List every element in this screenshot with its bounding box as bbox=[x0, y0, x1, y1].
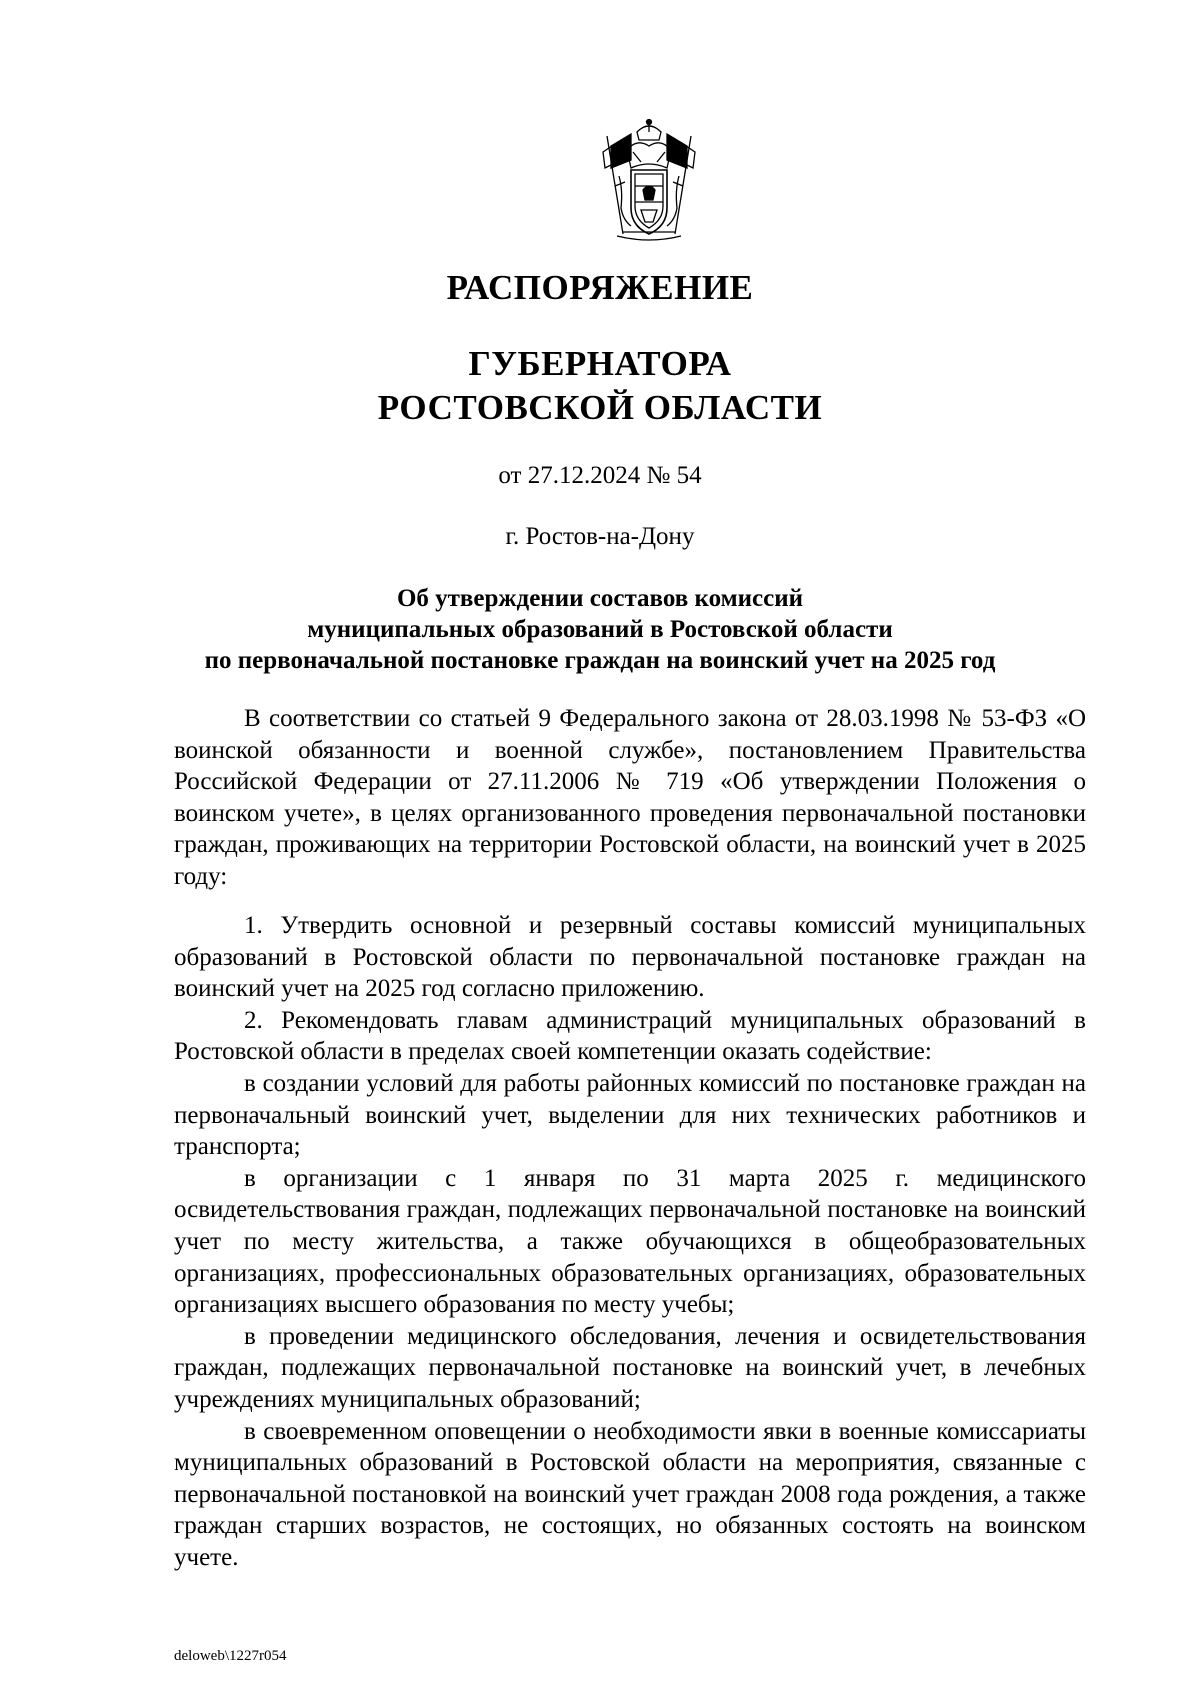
order-items bbox=[174, 910, 1086, 1573]
item-2: 2. Рекомендовать главам администраций муниципальных образований в Ростовской области в пределах своей компетенции оказать содействие: bbox=[174, 1006, 1086, 1066]
item-2-sub-1: в создании условий для работы районных комиссий по постановке граждан на первоначальный воинский учет, выделении для них технических работников и транспорта; bbox=[174, 1069, 1086, 1161]
subject-line-2: муниципальных образований в Ростовской области bbox=[307, 616, 893, 643]
authority-title-line-2: РОСТОВСКОЙ ОБЛАСТИ bbox=[377, 388, 823, 427]
authority-title-line-1: ГУБЕРНАТОРА bbox=[468, 344, 732, 383]
item-1: 1. Утвердить основной и резервный составы комиссий муниципальных образований в Ростовской области по первоначальной постановке граждан на воинский учет на 2025 год согласно приложению. bbox=[174, 912, 1086, 1003]
preamble-block bbox=[174, 703, 1086, 893]
coat-of-arms-icon bbox=[597, 116, 701, 244]
file-reference: deloweb\1227r054 bbox=[174, 1648, 287, 1664]
city: г. Ростов-на-Дону bbox=[505, 523, 695, 550]
item-2-sub-2: в организации с 1 января по 31 марта 2025 г. медицинского освидетельствования граждан, подлежащих первоначальной постановке на воинский учет по месту жительства, а также обучающихся в общеобразовательных организациях, профессиональных образовательных организациях, образовательных организациях высшего образования по месту учебы; bbox=[174, 1164, 1086, 1319]
item-2-sub-4: в своевременном оповещении о необходимости явки в военные комиссариаты муниципальных образований в Ростовской области на мероприятия, связанные с первоначальной постановкой на воинский учет граждан 2008 года рождения, а также граждан старших возрастов, не состоящих, но обязанных состоять на воинском учете. bbox=[174, 1417, 1086, 1571]
subject-line-1: Об утверждении составов комиссий bbox=[396, 585, 804, 612]
preamble-paragraph: В соответствии со статьей 9 Федерального закона от 28.03.1998 № 53-ФЗ «О воинской обязанности и военной службе», постановлением Правительства Российской Федерации от 27.11.2006 № 719 «Об утверждении Положения о воинском учете», в целях организованного проведения первоначальной постановки граждан, проживающих на территории Ростовской области, на воинский учет в 2025 году: bbox=[174, 705, 1086, 890]
item-2-sub-3: в проведении медицинского обследования, лечения и освидетельствования граждан, подлежащих первоначальной постановке на воинский учет, в лечебных учреждениях муниципальных образований; bbox=[174, 1322, 1086, 1413]
document-type-title: РАСПОРЯЖЕНИЕ bbox=[446, 268, 754, 307]
date-and-number: от 27.12.2024 № 54 bbox=[498, 462, 702, 489]
document-subject bbox=[0, 583, 1200, 676]
subject-line-3: по первоначальной постановке граждан на воинский учет на 2025 год bbox=[204, 647, 996, 674]
